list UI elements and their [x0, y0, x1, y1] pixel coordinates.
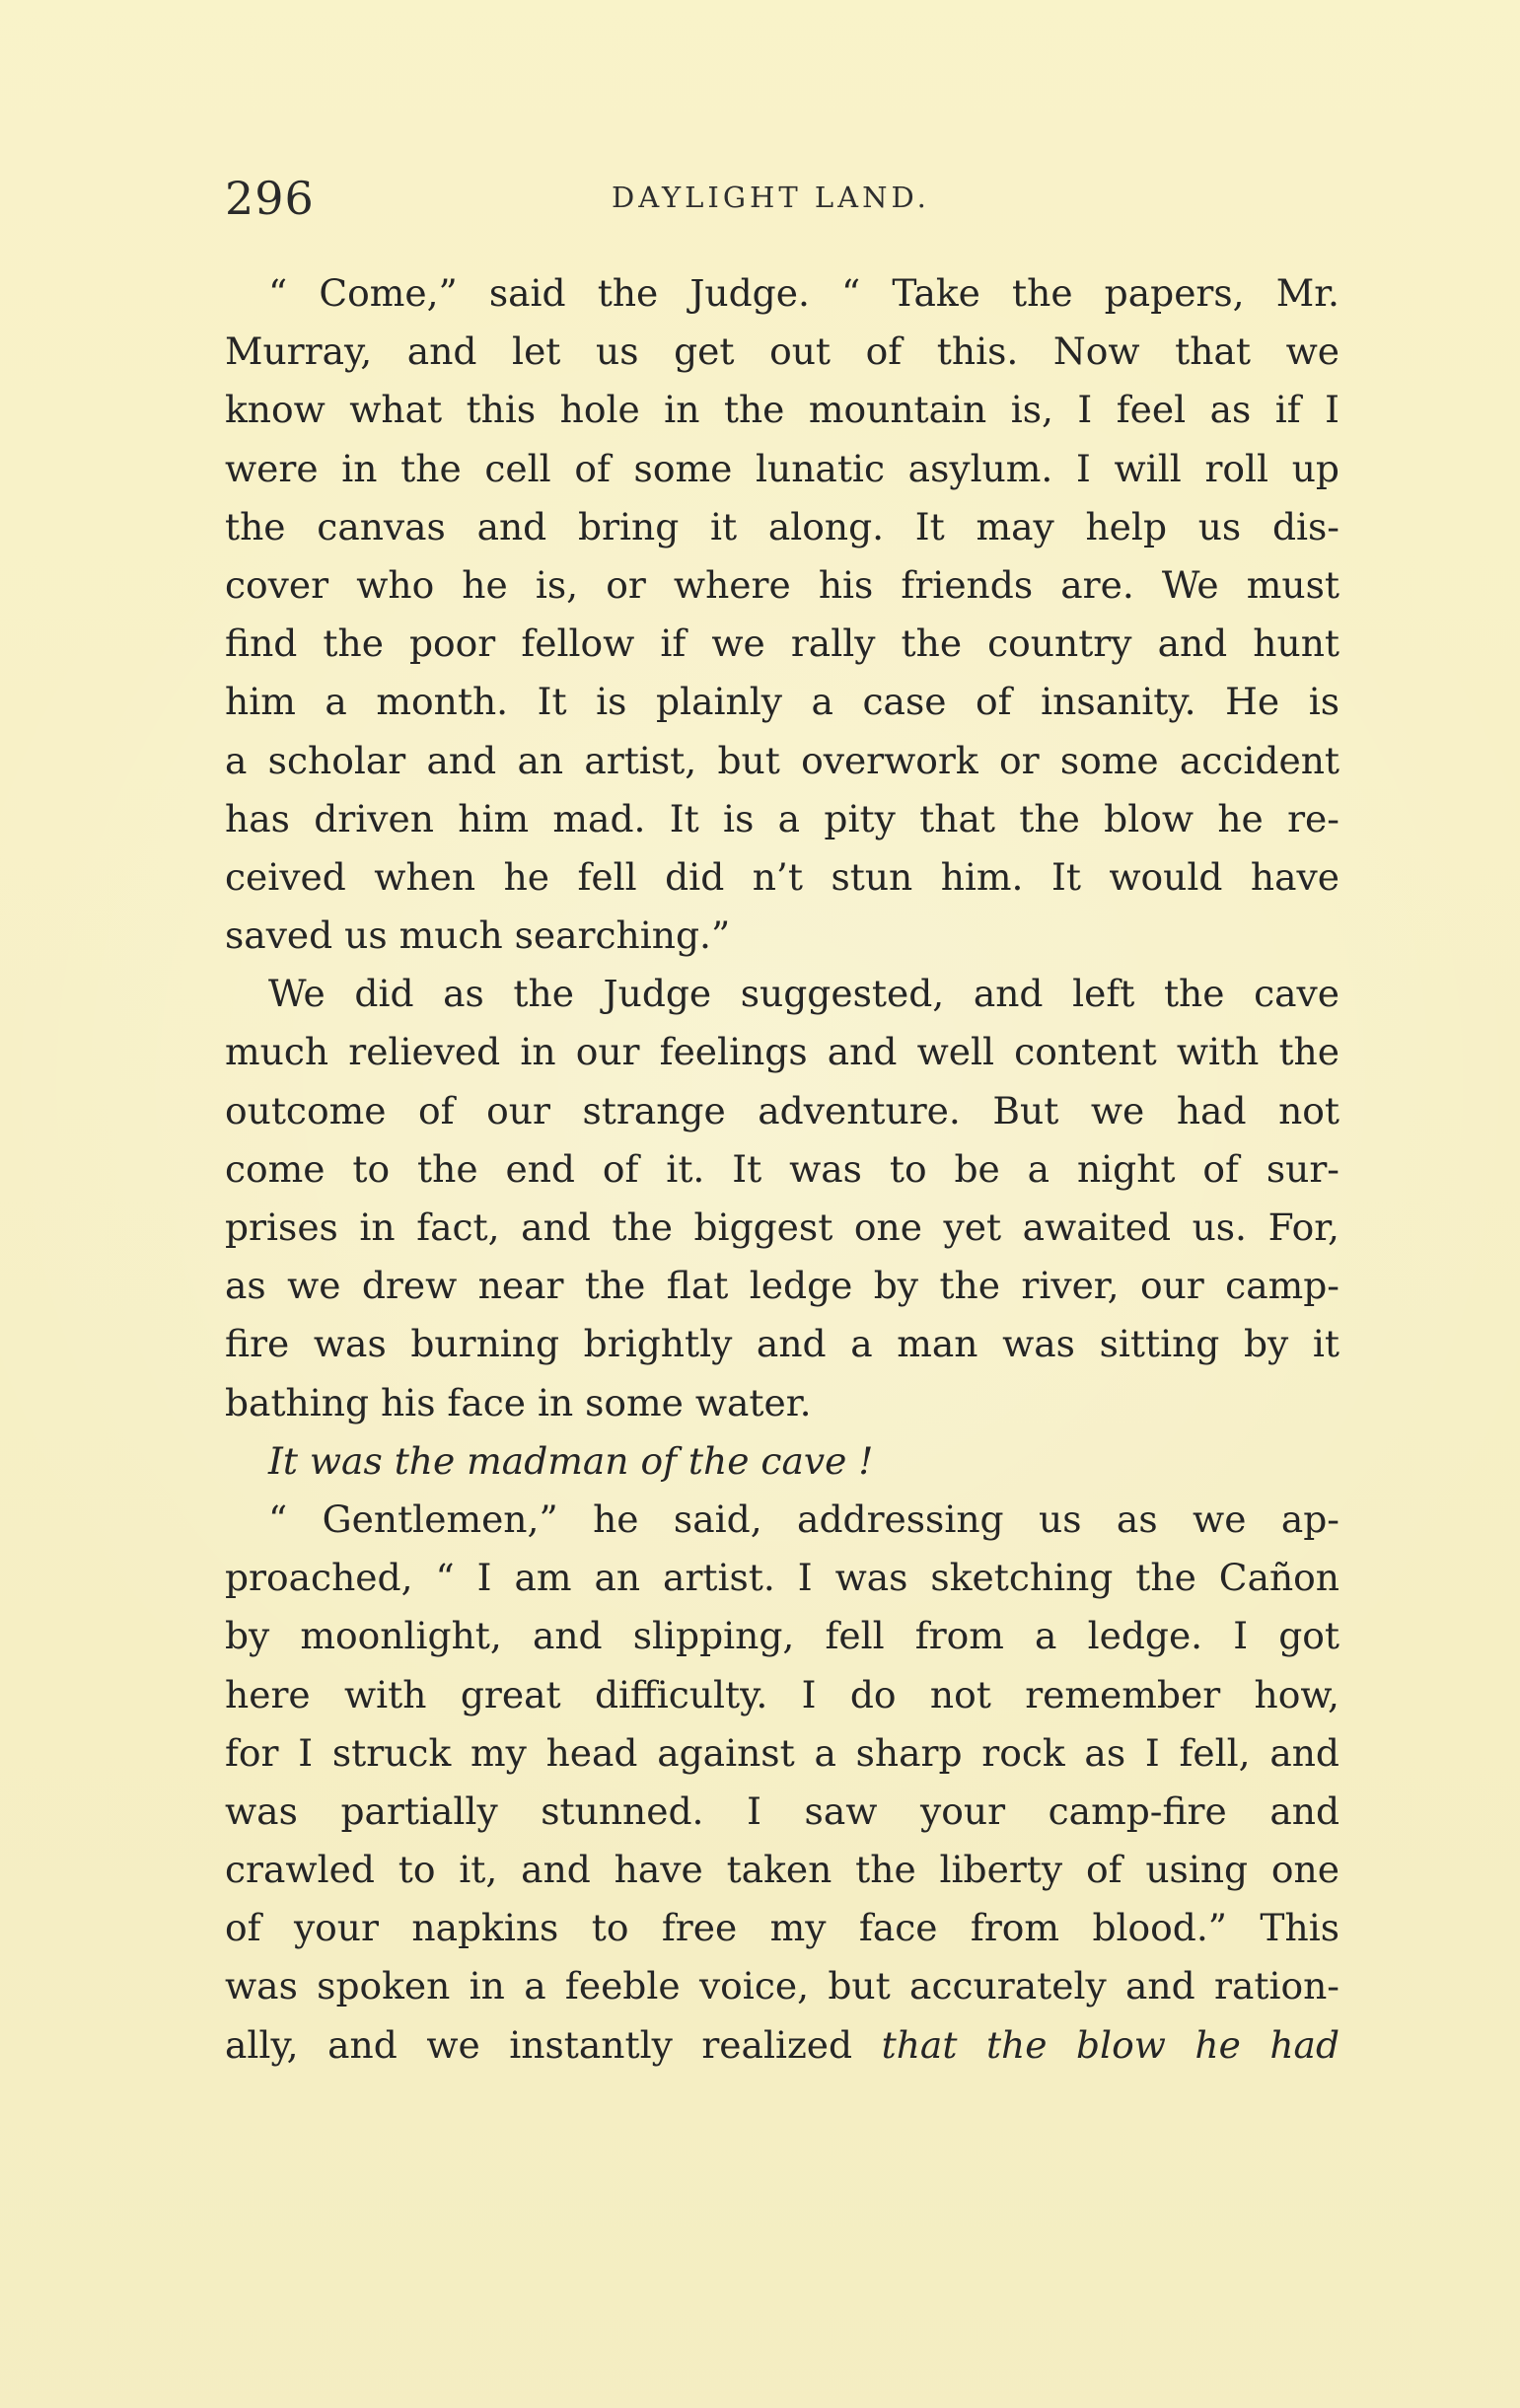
- text-line: here with great difficulty. I do not remember how,: [225, 1672, 1339, 1716]
- text-line: prises in fact, and the biggest one yet awaited us. For,: [225, 1205, 1339, 1249]
- last-line-italic: that the blow he had: [881, 2022, 1340, 2067]
- text-line: know what this hole in the mountain is, I feel as if I: [225, 388, 1339, 432]
- text-line: “ Gentlemen,” he said, addressing us as we ap-: [268, 1496, 1339, 1541]
- text-line: fire was burning brightly and a man was sitting by it: [225, 1322, 1339, 1366]
- text-line: was partially stunned. I saw your camp-fire and: [225, 1788, 1339, 1833]
- text-line: of your napkins to free my face from blood.” This: [225, 1906, 1339, 1950]
- text-line: come to the end of it. It was to be a night of sur-: [225, 1146, 1339, 1191]
- text-line: were in the cell of some lunatic asylum. I will roll up: [225, 446, 1339, 490]
- text-line: was spoken in a feeble voice, but accurately and ration-: [225, 1964, 1339, 2008]
- text-line: proached, “ I am an artist. I was sketching the Cañon: [225, 1556, 1339, 1600]
- text-line: saved us much searching.”: [225, 913, 731, 958]
- page-number: 296: [225, 172, 315, 225]
- text-line: find the poor fellow if we rally the country and hunt: [225, 621, 1339, 666]
- text-line: crawled to it, and have taken the liberty of using one: [225, 1848, 1339, 1892]
- text-line: for I struck my head against a sharp rock as I fell, and: [225, 1730, 1339, 1775]
- text-line: It was the madman of the cave !: [268, 1438, 874, 1483]
- page-text: [225, 264, 1339, 2075]
- text-line: “ Come,” said the Judge. “ Take the papers, Mr.: [268, 271, 1339, 315]
- text-line: has driven him mad. It is a pity that the blow he re-: [225, 796, 1339, 840]
- last-line-plain: ally, and we instantly realized: [225, 2022, 853, 2067]
- text-line: Murray, and let us get out of this. Now that we: [225, 329, 1339, 374]
- text-line: much relieved in our feelings and well content with the: [225, 1030, 1339, 1074]
- text-line-last: [225, 2016, 1339, 2075]
- text-line: by moonlight, and slipping, fell from a ledge. I got: [225, 1614, 1339, 1658]
- text-line: as we drew near the flat ledge by the river, our camp-: [225, 1264, 1339, 1308]
- text-line: the canvas and bring it along. It may help us dis-: [225, 504, 1339, 548]
- text-line: outcome of our strange adventure. But we had not: [225, 1088, 1339, 1132]
- text-line: We did as the Judge suggested, and left the cave: [268, 972, 1339, 1016]
- text-line: a scholar and an artist, but overwork or some accident: [225, 738, 1339, 782]
- text-line: bathing his face in some water.: [225, 1380, 812, 1424]
- page-header: [225, 172, 1339, 235]
- text-line: him a month. It is plainly a case of insanity. He is: [225, 680, 1339, 724]
- running-head: DAYLIGHT LAND.: [612, 181, 930, 214]
- text-line: ceived when he fell did n’t stun him. It would have: [225, 854, 1339, 899]
- text-line: cover who he is, or where his friends are. We must: [225, 562, 1339, 607]
